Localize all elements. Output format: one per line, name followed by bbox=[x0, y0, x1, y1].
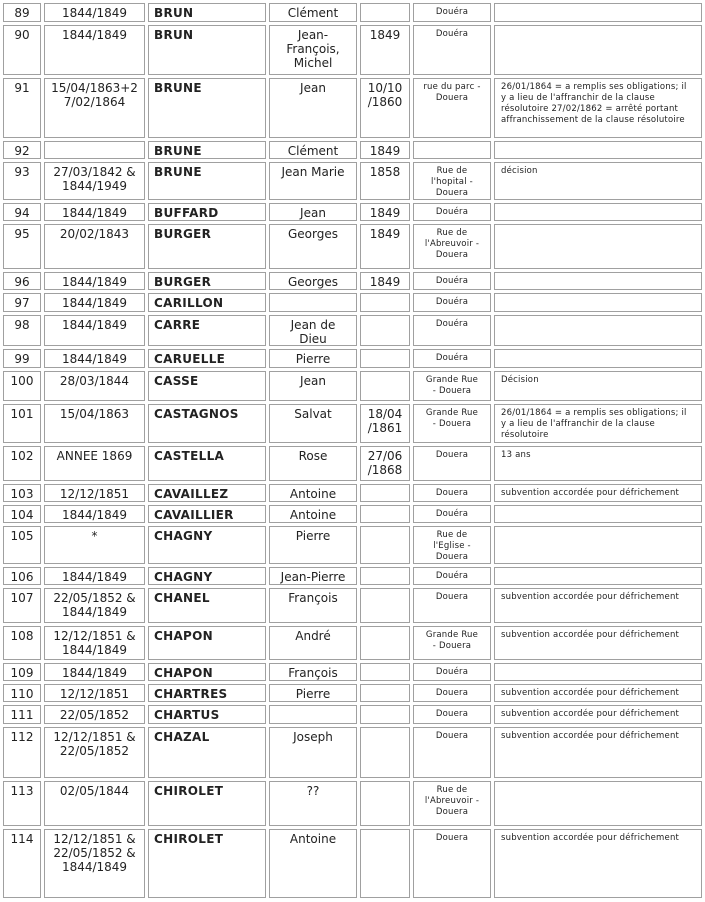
year-cell bbox=[360, 484, 410, 502]
entry-number-cell: 113 bbox=[3, 781, 41, 826]
entry-number-cell: 96 bbox=[3, 272, 41, 290]
first-name-cell: Clément bbox=[269, 141, 357, 159]
first-name-cell: André bbox=[269, 626, 357, 660]
address-cell: Douéra bbox=[413, 25, 491, 75]
entry-number-cell: 98 bbox=[3, 315, 41, 346]
surname-cell: BRUN bbox=[148, 25, 266, 75]
address-cell: Douera bbox=[413, 727, 491, 778]
first-name-cell: Jean de Dieu bbox=[269, 315, 357, 346]
first-name-cell bbox=[269, 705, 357, 724]
record-date-cell: 1844/1849 bbox=[44, 25, 145, 75]
surname-cell: BRUNE bbox=[148, 141, 266, 159]
entry-number-cell: 90 bbox=[3, 25, 41, 75]
entry-number-cell: 108 bbox=[3, 626, 41, 660]
remarks-cell: Décision bbox=[494, 371, 702, 401]
remarks-cell bbox=[494, 349, 702, 368]
record-date-cell: 12/12/1851 bbox=[44, 484, 145, 502]
address-cell: Douéra bbox=[413, 272, 491, 290]
address-cell: Douéra bbox=[413, 349, 491, 368]
remarks-cell: subvention accordée pour défrichement bbox=[494, 684, 702, 702]
remarks-cell bbox=[494, 567, 702, 585]
surname-cell: BURGER bbox=[148, 272, 266, 290]
surname-cell: BUFFARD bbox=[148, 203, 266, 221]
surname-cell: CAVAILLEZ bbox=[148, 484, 266, 502]
surname-cell: CAVAILLIER bbox=[148, 505, 266, 523]
record-date-cell: 15/04/1863+2 7/02/1864 bbox=[44, 78, 145, 138]
record-date-cell: 27/03/1842 & 1844/1949 bbox=[44, 162, 145, 200]
surname-cell: CHIROLET bbox=[148, 781, 266, 826]
record-date-cell: 12/12/1851 & 22/05/1852 & 1844/1849 bbox=[44, 829, 145, 898]
first-name-cell: François bbox=[269, 663, 357, 681]
first-name-cell: Jean bbox=[269, 371, 357, 401]
surname-cell: CARRE bbox=[148, 315, 266, 346]
remarks-cell: subvention accordée pour défrichement bbox=[494, 626, 702, 660]
remarks-cell bbox=[494, 663, 702, 681]
address-cell: Douera bbox=[413, 484, 491, 502]
year-cell bbox=[360, 829, 410, 898]
address-cell: Douera bbox=[413, 705, 491, 724]
address-cell: Douéra bbox=[413, 505, 491, 523]
record-date-cell: 1844/1849 bbox=[44, 203, 145, 221]
year-cell bbox=[360, 727, 410, 778]
first-name-cell: Salvat bbox=[269, 404, 357, 443]
first-name-cell: Antoine bbox=[269, 829, 357, 898]
surname-cell: CARILLON bbox=[148, 293, 266, 312]
address-cell: Rue de l'Eglise - Douera bbox=[413, 526, 491, 564]
surname-cell: CHAZAL bbox=[148, 727, 266, 778]
year-cell: 1849 bbox=[360, 203, 410, 221]
address-cell: Douéra bbox=[413, 663, 491, 681]
year-cell: 27/06 /1868 bbox=[360, 446, 410, 481]
surname-cell: CHAGNY bbox=[148, 526, 266, 564]
year-cell bbox=[360, 567, 410, 585]
year-cell: 1849 bbox=[360, 272, 410, 290]
remarks-cell bbox=[494, 3, 702, 22]
first-name-cell: Georges bbox=[269, 272, 357, 290]
first-name-cell: Antoine bbox=[269, 484, 357, 502]
remarks-cell bbox=[494, 141, 702, 159]
year-cell bbox=[360, 588, 410, 623]
remarks-cell: décision bbox=[494, 162, 702, 200]
entry-number-cell: 104 bbox=[3, 505, 41, 523]
record-date-cell: ANNEE 1869 bbox=[44, 446, 145, 481]
surname-cell: BRUNE bbox=[148, 162, 266, 200]
remarks-cell: 26/01/1864 = a remplis ses obligations; il y a lieu de l'affranchir de la clause résolutoire 27/02/1862 = arrêté portant affranchissement de la clause résolutoire bbox=[494, 78, 702, 138]
year-cell: 18/04 /1861 bbox=[360, 404, 410, 443]
first-name-cell: Pierre bbox=[269, 684, 357, 702]
year-cell bbox=[360, 293, 410, 312]
surname-cell: BRUNE bbox=[148, 78, 266, 138]
address-cell: Rue de l'Abreuvoir - Douera bbox=[413, 781, 491, 826]
address-cell: Grande Rue - Douera bbox=[413, 626, 491, 660]
address-cell: Douéra bbox=[413, 567, 491, 585]
surname-cell: CHANEL bbox=[148, 588, 266, 623]
address-cell: Douéra bbox=[413, 293, 491, 312]
entry-number-cell: 100 bbox=[3, 371, 41, 401]
surname-cell: CASTAGNOS bbox=[148, 404, 266, 443]
remarks-cell bbox=[494, 781, 702, 826]
surname-cell: CASTELLA bbox=[148, 446, 266, 481]
record-date-cell: 02/05/1844 bbox=[44, 781, 145, 826]
record-date-cell: 28/03/1844 bbox=[44, 371, 145, 401]
address-cell: Douéra bbox=[413, 3, 491, 22]
address-cell: Grande Rue - Douera bbox=[413, 404, 491, 443]
surname-cell: CARUELLE bbox=[148, 349, 266, 368]
remarks-cell bbox=[494, 25, 702, 75]
entry-number-cell: 112 bbox=[3, 727, 41, 778]
address-cell: Douera bbox=[413, 588, 491, 623]
first-name-cell: Jean-Pierre bbox=[269, 567, 357, 585]
entry-number-cell: 109 bbox=[3, 663, 41, 681]
first-name-cell: Pierre bbox=[269, 526, 357, 564]
record-date-cell: * bbox=[44, 526, 145, 564]
record-date-cell: 1844/1849 bbox=[44, 272, 145, 290]
record-date-cell bbox=[44, 141, 145, 159]
entry-number-cell: 106 bbox=[3, 567, 41, 585]
year-cell bbox=[360, 3, 410, 22]
record-date-cell: 20/02/1843 bbox=[44, 224, 145, 269]
record-date-cell: 22/05/1852 & 1844/1849 bbox=[44, 588, 145, 623]
address-cell: Douera bbox=[413, 684, 491, 702]
address-cell: Rue de l'hopital - Douera bbox=[413, 162, 491, 200]
entry-number-cell: 114 bbox=[3, 829, 41, 898]
entry-number-cell: 102 bbox=[3, 446, 41, 481]
surname-cell: BRUN bbox=[148, 3, 266, 22]
address-cell: Douera bbox=[413, 446, 491, 481]
remarks-cell: subvention accordée pour défrichement bbox=[494, 829, 702, 898]
remarks-cell: subvention accordée pour défrichement bbox=[494, 588, 702, 623]
record-date-cell: 1844/1849 bbox=[44, 567, 145, 585]
entry-number-cell: 92 bbox=[3, 141, 41, 159]
first-name-cell: Jean- François, Michel bbox=[269, 25, 357, 75]
record-date-cell: 22/05/1852 bbox=[44, 705, 145, 724]
year-cell: 1849 bbox=[360, 141, 410, 159]
entry-number-cell: 111 bbox=[3, 705, 41, 724]
entry-number-cell: 105 bbox=[3, 526, 41, 564]
address-cell: Douéra bbox=[413, 203, 491, 221]
year-cell bbox=[360, 626, 410, 660]
record-date-cell: 1844/1849 bbox=[44, 663, 145, 681]
first-name-cell: Clément bbox=[269, 3, 357, 22]
remarks-cell bbox=[494, 505, 702, 523]
year-cell bbox=[360, 781, 410, 826]
address-cell bbox=[413, 141, 491, 159]
first-name-cell: ?? bbox=[269, 781, 357, 826]
first-name-cell: Antoine bbox=[269, 505, 357, 523]
year-cell bbox=[360, 705, 410, 724]
remarks-cell: subvention accordée pour défrichement bbox=[494, 705, 702, 724]
first-name-cell bbox=[269, 293, 357, 312]
first-name-cell: François bbox=[269, 588, 357, 623]
entry-number-cell: 99 bbox=[3, 349, 41, 368]
remarks-cell: 26/01/1864 = a remplis ses obligations; il y a lieu de l'affranchir de la clause résolutoire bbox=[494, 404, 702, 443]
entry-number-cell: 94 bbox=[3, 203, 41, 221]
year-cell bbox=[360, 371, 410, 401]
record-date-cell: 1844/1849 bbox=[44, 315, 145, 346]
entry-number-cell: 110 bbox=[3, 684, 41, 702]
first-name-cell: Rose bbox=[269, 446, 357, 481]
address-cell: Grande Rue - Douera bbox=[413, 371, 491, 401]
address-cell: Rue de l'Abreuvoir - Douera bbox=[413, 224, 491, 269]
surname-cell: CHARTUS bbox=[148, 705, 266, 724]
address-cell: rue du parc - Douera bbox=[413, 78, 491, 138]
surname-cell: BURGER bbox=[148, 224, 266, 269]
year-cell bbox=[360, 526, 410, 564]
first-name-cell: Joseph bbox=[269, 727, 357, 778]
remarks-cell bbox=[494, 315, 702, 346]
entry-number-cell: 91 bbox=[3, 78, 41, 138]
address-cell: Douera bbox=[413, 829, 491, 898]
entry-number-cell: 93 bbox=[3, 162, 41, 200]
remarks-cell bbox=[494, 272, 702, 290]
record-date-cell: 12/12/1851 & 22/05/1852 bbox=[44, 727, 145, 778]
record-date-cell: 1844/1849 bbox=[44, 349, 145, 368]
year-cell bbox=[360, 349, 410, 368]
remarks-cell bbox=[494, 526, 702, 564]
entry-number-cell: 89 bbox=[3, 3, 41, 22]
address-cell: Douéra bbox=[413, 315, 491, 346]
year-cell: 1849 bbox=[360, 25, 410, 75]
surname-cell: CHARTRES bbox=[148, 684, 266, 702]
first-name-cell: Jean bbox=[269, 203, 357, 221]
surname-cell: CHAPON bbox=[148, 626, 266, 660]
entry-number-cell: 97 bbox=[3, 293, 41, 312]
remarks-cell: subvention accordée pour défrichement bbox=[494, 727, 702, 778]
record-date-cell: 1844/1849 bbox=[44, 293, 145, 312]
first-name-cell: Georges bbox=[269, 224, 357, 269]
year-cell bbox=[360, 684, 410, 702]
year-cell bbox=[360, 505, 410, 523]
record-date-cell: 12/12/1851 bbox=[44, 684, 145, 702]
first-name-cell: Jean bbox=[269, 78, 357, 138]
entry-number-cell: 107 bbox=[3, 588, 41, 623]
record-date-cell: 15/04/1863 bbox=[44, 404, 145, 443]
entry-number-cell: 101 bbox=[3, 404, 41, 443]
record-date-cell: 12/12/1851 & 1844/1849 bbox=[44, 626, 145, 660]
surname-cell: CHAGNY bbox=[148, 567, 266, 585]
year-cell bbox=[360, 315, 410, 346]
surname-cell: CHAPON bbox=[148, 663, 266, 681]
year-cell: 1858 bbox=[360, 162, 410, 200]
year-cell: 10/10 /1860 bbox=[360, 78, 410, 138]
first-name-cell: Pierre bbox=[269, 349, 357, 368]
remarks-cell bbox=[494, 224, 702, 269]
entry-number-cell: 95 bbox=[3, 224, 41, 269]
entry-number-cell: 103 bbox=[3, 484, 41, 502]
remarks-cell: subvention accordée pour défrichement bbox=[494, 484, 702, 502]
surname-cell: CASSE bbox=[148, 371, 266, 401]
remarks-cell: 13 ans bbox=[494, 446, 702, 481]
remarks-cell bbox=[494, 293, 702, 312]
year-cell bbox=[360, 663, 410, 681]
remarks-cell bbox=[494, 203, 702, 221]
record-date-cell: 1844/1849 bbox=[44, 3, 145, 22]
record-date-cell: 1844/1849 bbox=[44, 505, 145, 523]
year-cell: 1849 bbox=[360, 224, 410, 269]
first-name-cell: Jean Marie bbox=[269, 162, 357, 200]
surname-cell: CHIROLET bbox=[148, 829, 266, 898]
